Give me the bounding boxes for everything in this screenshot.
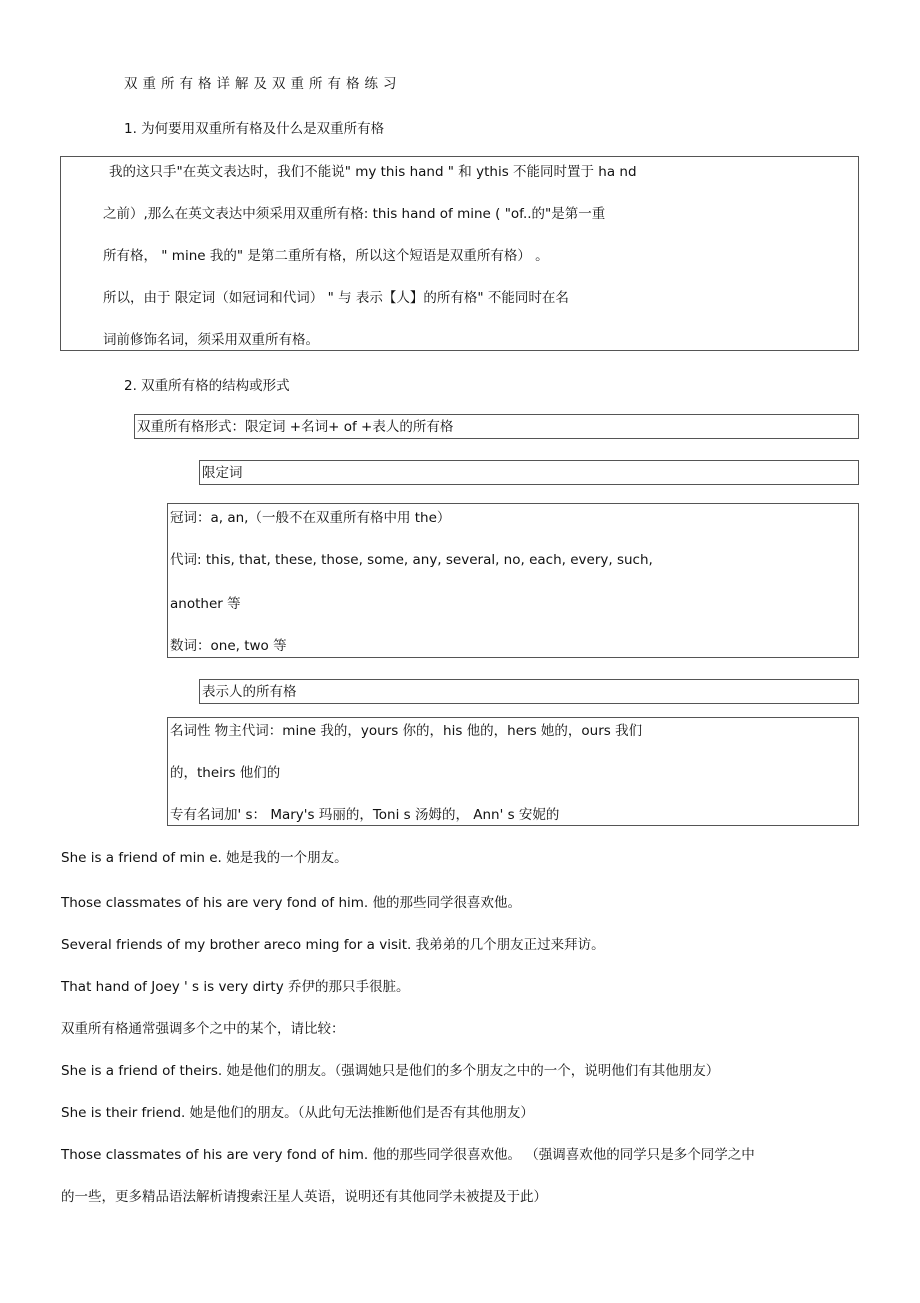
explanation-line: 词前修饰名词，须采用双重所有格。 xyxy=(103,332,319,348)
page-title: 双重所有格详解及双重所有格练习 xyxy=(124,76,402,92)
explanation-line: 所有格， " mine 我的" 是第二重所有格，所以这个短语是双重所有格） 。 xyxy=(103,248,549,264)
possessive-label-box xyxy=(199,679,859,704)
form-text: 双重所有格形式：限定词 +名词+ of +表人的所有格 xyxy=(137,419,454,435)
possessive-label: 表示人的所有格 xyxy=(202,684,297,700)
section-2-heading: 2. 双重所有格的结构或形式 xyxy=(124,378,290,394)
explanation-line: 之前）,那么在英文表达中须采用双重所有格: this hand of mine ( "of..的"是第一重 xyxy=(103,206,606,222)
determiner-line: another 等 xyxy=(170,596,241,612)
possessive-line: 的，theirs 他们的 xyxy=(170,765,281,781)
example-sentence: That hand of Joey ' s is very dirty 乔伊的那只手很脏。 xyxy=(61,979,410,995)
explanation-line: 我的这只手"在英文表达时，我们不能说" my this hand " 和 ythis 不能同时置于 ha nd xyxy=(109,164,637,180)
possessive-line: 专有名词加' s： Mary's 玛丽的，Toni s 汤姆的， Ann' s 安妮的 xyxy=(170,807,560,823)
example-sentence: 的一些，更多精品语法解析请搜索汪星人英语，说明还有其他同学未被提及于此） xyxy=(61,1189,547,1205)
possessive-details-box xyxy=(167,717,859,826)
determiner-label-box xyxy=(199,460,859,485)
determiner-line: 冠词：a, an,（一般不在双重所有格中用 the） xyxy=(170,510,451,526)
determiner-line: 数词：one, two 等 xyxy=(170,638,287,654)
possessive-line: 名词性 物主代词：mine 我的，yours 你的，his 他的，hers 她的，ours 我们 xyxy=(170,723,643,739)
explanation-line: 所以，由于 限定词（如冠词和代词） " 与 表示【人】的所有格" 不能同时在名 xyxy=(103,290,569,306)
example-sentence: She is a friend of theirs. 她是他们的朋友。（强调她只是他们的多个朋友之中的一个，说明他们有其他朋友） xyxy=(61,1063,720,1079)
determiner-details-box xyxy=(167,503,859,658)
determiner-label: 限定词 xyxy=(202,465,243,481)
determiner-line: 代词: this, that, these, those, some, any, several, no, each, every, such, xyxy=(170,552,653,568)
example-sentence: She is their friend. 她是他们的朋友。（从此句无法推断他们是否有其他朋友） xyxy=(61,1105,534,1121)
explanation-box xyxy=(60,156,859,351)
comparison-intro: 双重所有格通常强调多个之中的某个，请比较： xyxy=(61,1021,345,1037)
example-sentence: Those classmates of his are very fond of him. 他的那些同学很喜欢他。 xyxy=(61,895,522,911)
example-sentence: Those classmates of his are very fond of him. 他的那些同学很喜欢他。 （强调喜欢他的同学只是多个同学之中 xyxy=(61,1147,755,1163)
form-box xyxy=(134,414,859,439)
example-sentence: She is a friend of min e. 她是我的一个朋友。 xyxy=(61,850,348,866)
section-1-heading: 1. 为何要用双重所有格及什么是双重所有格 xyxy=(124,121,385,137)
example-sentence: Several friends of my brother areco ming for a visit. 我弟弟的几个朋友正过来拜访。 xyxy=(61,937,605,953)
